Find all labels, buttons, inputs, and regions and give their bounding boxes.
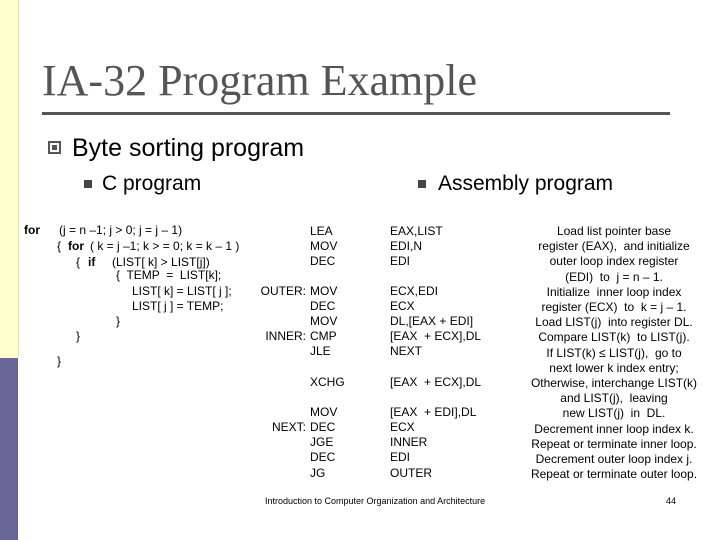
asm-opcode: DEC: [310, 420, 336, 434]
subbullet-c-program: C program: [102, 172, 202, 195]
asm-opcode: DEC: [310, 450, 336, 464]
c-line-4: { TEMP = LIST[k];: [116, 268, 222, 282]
asm-operand: EAX,LIST: [390, 224, 443, 238]
asm-opcode: MOV: [310, 405, 338, 419]
comment-line: Compare LIST(k) to LIST(j).: [538, 330, 690, 345]
asm-opcode: CMP: [310, 329, 337, 343]
asm-opcode: DEC: [310, 299, 336, 313]
c-close-brace: }: [116, 314, 121, 328]
c-line-1: (j = n –1; j > 0; j = j – 1): [59, 223, 183, 237]
comment-line: outer loop index register: [549, 254, 679, 269]
asm-operand: [EAX + EDI],DL: [390, 405, 477, 419]
asm-operand: EDI: [390, 254, 411, 268]
asm-operand: OUTER: [390, 466, 432, 480]
asm-opcode: LEA: [310, 224, 333, 238]
comment-line: register (EAX), and initialize: [538, 239, 690, 254]
asm-label: INNER:: [265, 329, 306, 343]
comment-line: If LIST(k) ≤ LIST(j), go to: [546, 345, 682, 360]
c-close-brace: }: [76, 329, 81, 343]
title-underline: [42, 112, 670, 115]
asm-operand: EDI: [390, 450, 411, 464]
comment-line: register (ECX) to k = j – 1.: [541, 300, 687, 314]
subbullet-assembly-program: Assembly program: [438, 172, 614, 195]
comment-line: Initialize inner loop index: [546, 284, 682, 299]
c-close-brace: }: [57, 354, 62, 368]
comment-line: Otherwise, interchange LIST(k): [530, 376, 698, 390]
asm-operand: ECX: [390, 299, 415, 313]
asm-opcode: JGE: [310, 435, 334, 449]
asm-label: NEXT:: [271, 420, 306, 434]
hollow-square-bullet-icon: [48, 141, 61, 154]
comment-line: next lower k index entry;: [549, 360, 679, 375]
asm-operand: INNER: [390, 435, 428, 449]
asm-opcode: MOV: [310, 314, 338, 328]
comment-line: and LIST(j), leaving: [560, 391, 668, 406]
slide-title: IA-32 Program Example: [42, 56, 477, 105]
asm-opcode: JLE: [310, 344, 331, 358]
if-keyword: if: [88, 255, 96, 269]
comment-line: new LIST(j) in DL.: [562, 406, 666, 421]
c-brace: {: [57, 239, 62, 253]
asm-operand: EDI,N: [390, 239, 423, 253]
asm-label: OUTER:: [260, 284, 306, 298]
asm-operand: NEXT: [390, 344, 423, 358]
comment-line: Load list pointer base: [556, 224, 672, 238]
square-bullet-icon: [84, 180, 92, 188]
c-line-5: LIST[ k] = LIST[ j ];: [132, 284, 232, 298]
comment-line: Repeat or terminate outer loop.: [530, 467, 698, 482]
comment-line: Load LIST(j) into register DL.: [535, 315, 693, 330]
asm-operand: ECX,EDI: [390, 284, 439, 298]
asm-opcode: DEC: [310, 254, 336, 268]
asm-operand: [EAX + ECX],DL: [390, 375, 482, 389]
comment-line: Repeat or terminate inner loop.: [531, 436, 697, 451]
for-keyword: for: [68, 239, 84, 253]
asm-operand: [EAX + ECX],DL: [390, 329, 482, 343]
comment-line: Decrement outer loop index j.: [535, 452, 693, 466]
c-brace: {: [76, 255, 81, 269]
asm-opcode: XCHG: [310, 375, 345, 389]
asm-operand: DL,[EAX + EDI]: [390, 314, 474, 328]
comment-line: Decrement inner loop index k.: [534, 421, 694, 436]
square-bullet-icon: [418, 180, 426, 188]
page-number: 44: [666, 496, 677, 506]
asm-opcode: MOV: [310, 239, 338, 253]
side-bar-purple: [0, 358, 18, 540]
for-keyword: for: [24, 223, 40, 237]
comment-line: (EDI) to j = n – 1.: [565, 269, 663, 284]
asm-operand: ECX: [390, 420, 415, 434]
c-line-2: ( k = j –1; k > = 0; k = k – 1 ): [90, 239, 240, 253]
bullet-byte-sorting: Byte sorting program: [72, 134, 305, 162]
asm-opcode: JG: [310, 466, 326, 480]
side-bar-yellow: [0, 0, 19, 358]
asm-opcode: MOV: [310, 284, 338, 298]
c-line-3: (LIST[ k] > LIST[j]): [112, 255, 210, 269]
footer-text: Introduction to Computer Organization and Architecture: [265, 496, 486, 506]
c-line-6: LIST[ j ] = TEMP;: [132, 299, 224, 313]
